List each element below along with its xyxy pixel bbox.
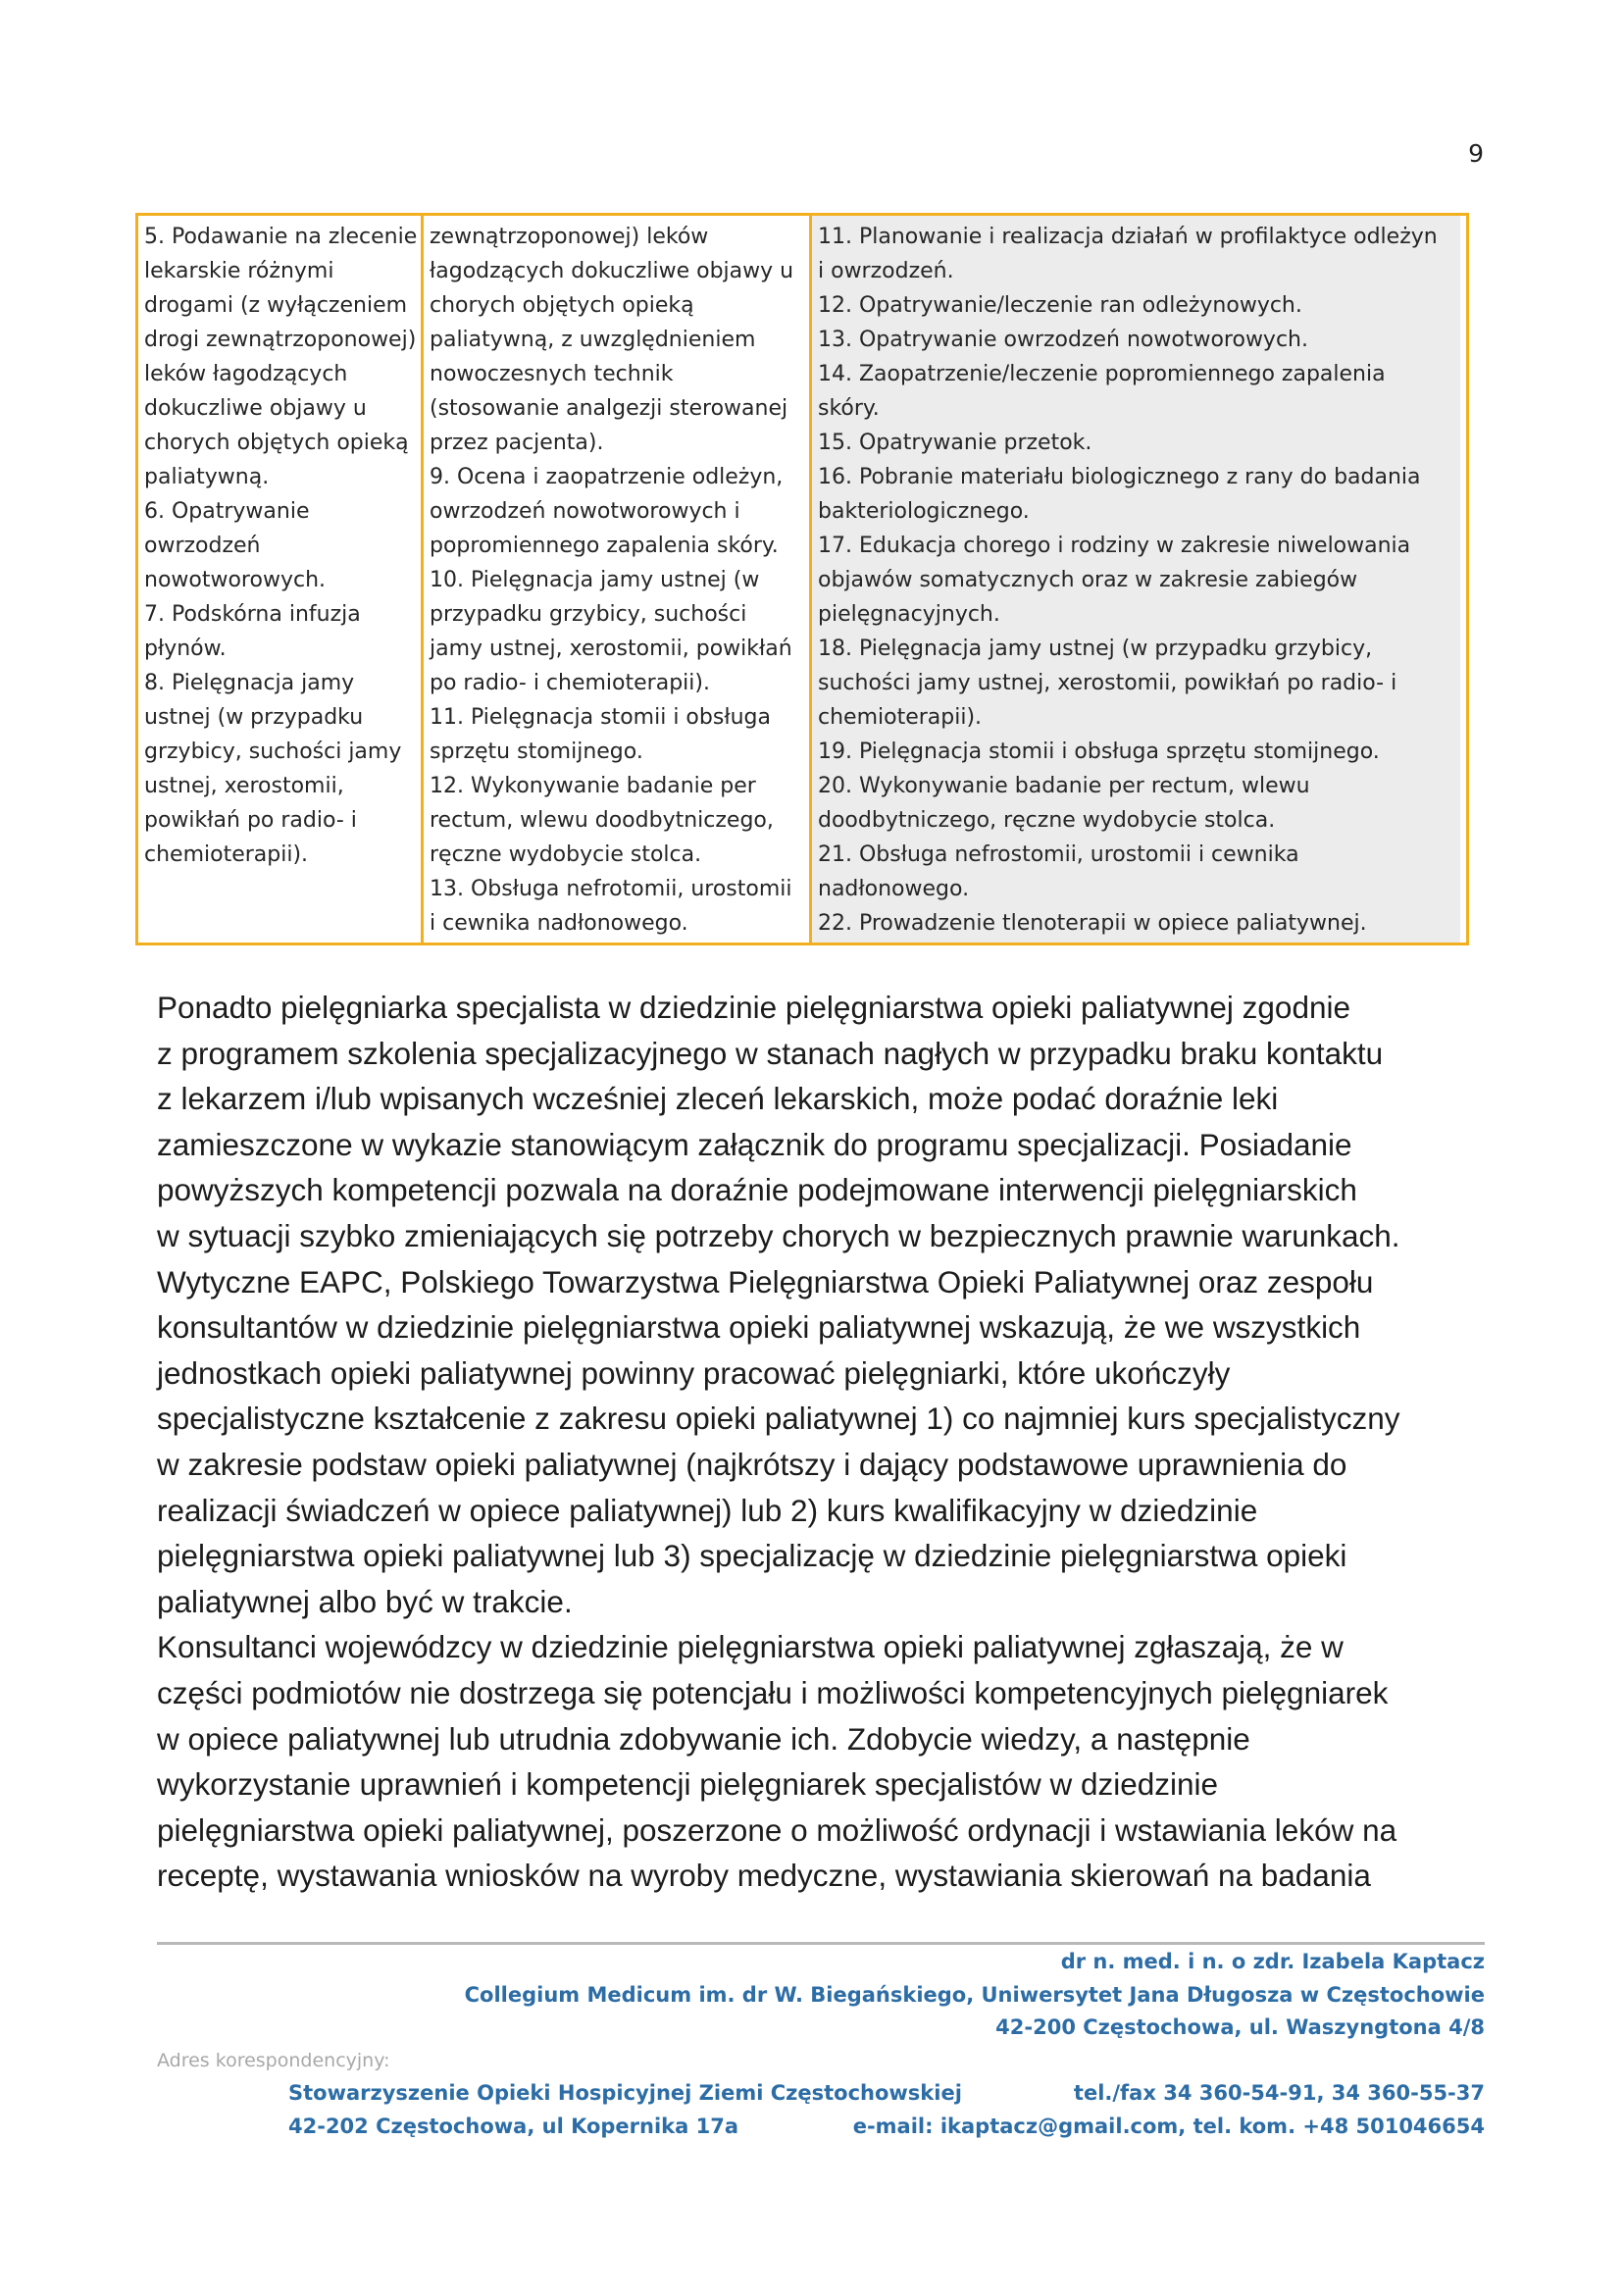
table-cell-line: 13. Opatrywanie owrzodzeń nowotworowych. [818,328,1308,352]
table-cell-line: 20. Wykonywanie badanie per rectum, wlewu [818,774,1310,798]
footer-email: e-mail: ikaptacz@gmail.com, tel. kom. +48 501046654 [852,2115,1485,2138]
body-paragraph [157,985,1491,1899]
paragraph-line: realizacji świadczeń w opiece paliatywnej) lub 2) kurs kwalifikacyjny w dziedzinie [157,1492,1258,1528]
table-cell-line: 11. Pielęgnacja stomii i obsługa [430,705,771,730]
table-column-3 [812,216,1460,943]
table-cell-line: przez pacjenta). [430,431,604,455]
footer-author: dr n. med. i n. o zdr. Izabela Kaptacz [1060,1950,1485,1973]
paragraph-line: zamieszczone w wykazie stanowiącym załącznik do programu specjalizacji. Posiadanie [157,1126,1352,1162]
table-cell-line: 17. Edukacja chorego i rodziny w zakresie niwelowania [818,534,1411,558]
table-cell-line: nowoczesnych technik [430,362,674,386]
paragraph-line: powyższych kompetencji pozwala na doraźnie podejmowane interwencji pielęgniarskich [157,1172,1357,1208]
table-cell-line: 12. Opatrywanie/leczenie ran odleżynowych. [818,293,1302,318]
table-cell-line: drogami (z wyłączeniem [144,293,408,318]
table-cell-line: 16. Pobranie materiału biologicznego z rany do badania [818,465,1421,489]
table-cell-line: 18. Pielęgnacja jamy ustnej (w przypadku grzybicy, [818,637,1373,661]
table-cell-line: objawów somatycznych oraz w zakresie zabiegów [818,568,1358,592]
table-cell-line: 13. Obsługa nefrotomii, urostomii [430,877,792,901]
table-cell-line: grzybicy, suchości jamy [144,739,402,764]
table-cell-line: popromiennego zapalenia skóry. [430,534,779,558]
footer-organization: Stowarzyszenie Opieki Hospicyjnej Ziemi Częstochowskiej [288,2081,962,2105]
paragraph-line: pielęgniarstwa opieki paliatywnej lub 3) specjalizację w dziedzinie pielęgniarstwa opieki [157,1538,1347,1574]
table-cell-line: 7. Podskórna infuzja [144,602,361,627]
table-cell-line: chorych objętych opieką [144,431,409,455]
table-cell-line: lekarskie różnymi [144,259,334,283]
paragraph-line: Wytyczne EAPC, Polskiego Towarzystwa Pielęgniarstwa Opieki Paliatywnej oraz zespołu [157,1263,1374,1300]
paragraph-line: paliatywnej albo być w trakcie. [157,1583,573,1619]
footer-org-address: 42-202 Częstochowa, ul Kopernika 17a [288,2115,739,2138]
table-column-1 [138,216,424,943]
table-cell-line: chemioterapii). [818,705,983,730]
paragraph-line: z lekarzem i/lub wpisanych wcześniej zleceń lekarskich, może podać doraźnie leki [157,1081,1279,1117]
table-column-2 [424,216,812,943]
paragraph-line: w opiece paliatywnej lub utrudnia zdobywanie ich. Zdobycie wiedzy, a następnie [157,1720,1250,1757]
paragraph-line: jednostkach opieki paliatywnej powinny pracować pielęgniarki, które ukończyły [157,1354,1231,1391]
table-cell-line: sprzętu stomijnego. [430,739,643,764]
paragraph-line: Ponadto pielęgniarka specjalista w dziedzinie pielęgniarstwa opieki paliatywnej zgodnie [157,990,1350,1025]
table-cell-line: powikłań po radio- i [144,808,357,833]
table-cell-line: ustnej, xerostomii, [144,774,344,798]
table-cell-line: dokuczliwe objawy u [144,396,367,421]
table-cell-line: ręczne wydobycie stolca. [430,842,702,867]
table-cell-line: 21. Obsługa nefrostomii, urostomii i cewnika [818,842,1299,867]
table-cell-line: owrzodzeń [144,534,261,558]
paragraph-line: konsultantów w dziedzinie pielęgniarstwa opieki paliatywnej wskazują, że we wszystkich [157,1309,1361,1346]
table-cell-line: paliatywną. [144,465,270,489]
correspondence-label: Adres korespondencyjny: [157,2050,390,2071]
competencies-table [135,213,1469,945]
paragraph-line: Konsultanci wojewódzcy w dziedzinie pielęgniarstwa opieki paliatywnej zgłaszają, że w [157,1629,1344,1665]
paragraph-line: wykorzystanie uprawnień i kompetencji pielęgniarek specjalistów w dziedzinie [157,1766,1219,1803]
page-number: 9 [1468,139,1484,168]
table-cell-line: jamy ustnej, xerostomii, powikłań [430,637,792,661]
table-cell-line: 8. Pielęgnacja jamy [144,671,355,695]
table-cell-line: zewnątrzoponowej) leków [430,225,709,249]
paragraph-line: pielęgniarstwa opieki paliatywnej, poszerzone o możliwość ordynacji i wstawiania leków na [157,1811,1397,1848]
table-cell-line: (stosowanie analgezji sterowanej [430,396,788,421]
table-cell-line: 22. Prowadzenie tlenoterapii w opiece paliatywnej. [818,911,1367,936]
table-cell-line: pielęgnacyjnych. [818,602,1000,627]
table-cell-line: drogi zewnątrzoponowej) [144,328,417,352]
footer-divider [157,1942,1485,1945]
table-cell-line: nadłonowego. [818,877,970,901]
paragraph-line: w sytuacji szybko zmieniających się potrzeby chorych w bezpiecznych prawnie warunkach. [157,1217,1400,1253]
table-cell-line: 19. Pielęgnacja stomii i obsługa sprzętu stomijnego. [818,739,1380,764]
table-cell-line: 14. Zaopatrzenie/leczenie popromiennego zapalenia [818,362,1386,386]
table-cell-line: chorych objętych opieką [430,293,694,318]
table-cell-line: rectum, wlewu doodbytniczego, [430,808,774,833]
paragraph-line: z programem szkolenia specjalizacyjnego w stanach nagłych w przypadku braku kontaktu [157,1035,1384,1071]
table-cell-line: 10. Pielęgnacja jamy ustnej (w [430,568,760,592]
table-cell-line: przypadku grzybicy, suchości [430,602,747,627]
footer-address: 42-200 Częstochowa, ul. Waszyngtona 4/8 [995,2015,1485,2039]
table-cell-line: 5. Podawanie na zlecenie [144,225,418,249]
table-cell-line: i cewnika nadłonowego. [430,911,688,936]
table-cell-line: doodbytniczego, ręczne wydobycie stolca. [818,808,1276,833]
table-cell-line: nowotworowych. [144,568,327,592]
table-cell-line: i owrzodzeń. [818,259,954,283]
paragraph-line: w zakresie podstaw opieki paliatywnej (najkrótszy i dający podstawowe uprawnienia do [157,1446,1347,1482]
paragraph-line: części podmiotów nie dostrzega się potencjału i możliwości kompetencyjnych pielęgniarek [157,1674,1389,1710]
table-cell-line: 9. Ocena i zaopatrzenie odleżyn, [430,465,784,489]
table-cell-line: bakteriologicznego. [818,499,1030,524]
table-cell-line: 11. Planowanie i realizacja działań w profilaktyce odleżyn [818,225,1438,249]
table-cell-line: owrzodzeń nowotworowych i [430,499,740,524]
table-cell-line: ustnej (w przypadku [144,705,364,730]
table-cell-line: 15. Opatrywanie przetok. [818,431,1092,455]
table-cell-line: łagodzących dokuczliwe objawy u [430,259,794,283]
table-cell-line: suchości jamy ustnej, xerostomii, powikłań po radio- i [818,671,1397,695]
table-cell-line: paliatywną, z uwzględnieniem [430,328,756,352]
paragraph-line: specjalistyczne kształcenie z zakresu opieki paliatywnej 1) co najmniej kurs specjalistyczny [157,1401,1400,1437]
table-cell-line: leków łagodzących [144,362,348,386]
paragraph-line: receptę, wystawania wniosków na wyroby medyczne, wystawiania skierowań na badania [157,1858,1371,1894]
table-cell-line: 12. Wykonywanie badanie per [430,774,756,798]
footer-phone: tel./fax 34 360-54-91, 34 360-55-37 [1073,2081,1485,2105]
table-cell-line: po radio- i chemioterapii). [430,671,710,695]
table-cell-line: skóry. [818,396,880,421]
table-cell-line: chemioterapii). [144,842,309,867]
table-cell-line: płynów. [144,637,227,661]
footer-institution: Collegium Medicum im. dr W. Biegańskiego, Uniwersytet Jana Długosza w Częstochowie [464,1983,1485,2007]
table-cell-line: 6. Opatrywanie [144,499,310,524]
